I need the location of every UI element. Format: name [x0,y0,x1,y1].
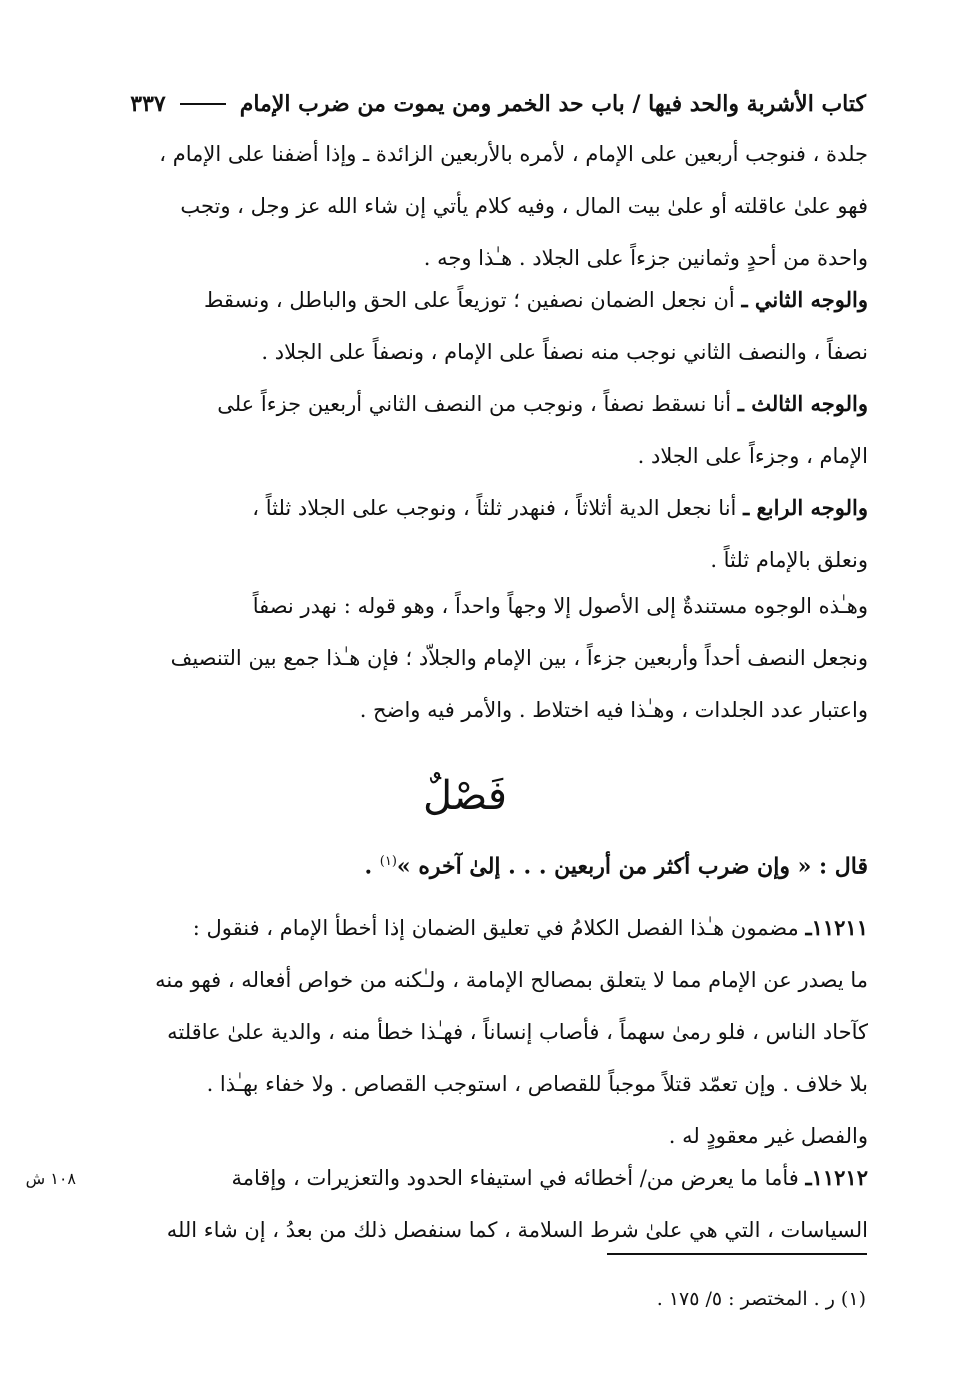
section-heading: فَصْلٌ [422,773,508,819]
numbered-paragraph-11211 [82,902,868,1162]
text-run: أنا نسقط نصفاً ، ونوجب من النصف الثاني أربعين جزءاً على [217,392,738,416]
paragraph-5 [82,580,868,736]
text-line: واحدة من أحدٍ وثمانين جزءاً على الجلاد . هـٰذا وجه . [423,246,868,270]
text-run: فأما ما يعرض من/ أخطائه في استيفاء الحدود والتعزيرات ، وإقامة [231,1166,806,1190]
header-rule [180,103,226,105]
footnote-divider [607,1253,867,1255]
text-line: والفصل غير معقودٍ له . [668,1124,868,1148]
text-run: أنا نجعل الدية أثلاثاً ، فنهدر ثلثاً ، ونوجب على الجلاد ثلثاً ، [252,496,744,520]
text-line: جلدة ، فنوجب أربعين على الإمام ، لأمره بالأربعين الزائدة ـ وإذا أضفنا على الإمام ، [159,142,868,166]
paragraph-4 [82,482,868,586]
text-line [82,378,868,430]
text-line: واعتبار عدد الجلدات ، وهـٰذا فيه اختلاط . والأمر فيه واضح . [359,698,868,722]
text-run: مضمون هـٰذا الفصل الكلامُ في تعليق الضمان إذا أخطأ الإمام ، فنقول : [192,916,806,940]
qal-statement [280,836,868,888]
text-line: ما يصدر عن الإمام مما لا يتعلق بمصالح الإمامة ، ولـٰكنه من خواص أفعاله ، فهو منه [155,968,868,992]
text-line: نصفاً ، والنصف الثاني نوجب منه نصفاً على الإمام ، ونصفاً على الجلاد . [261,340,868,364]
paragraph-lead: والوجه الرابع ـ [743,495,868,520]
paragraph-number: ١١٢١٢ـ [805,1165,868,1190]
footnote: (١) ر . المختصر : ٥/ ١٧٥ . [656,1288,866,1310]
text-line: وهـٰذه الوجوه مستندةٌ إلى الأصول إلا وجهاً واحداً ، وهو قوله : نهدر نصفاً [252,594,868,618]
text-line: فهو علىٰ عاقلته أو علىٰ بيت المال ، وفيه كلام يأتي إن شاء الله عز وجل ، وتجب [180,194,868,218]
text-line: كآحاد الناس ، فلو رمىٰ سهماً ، فأصاب إنساناً ، فهـٰذا خطأ منه ، والدية علىٰ عاقلته [167,1020,868,1044]
paragraph-lead: والوجه الثالث ـ [737,391,868,416]
text-line: بلا خلاف . وإن تعمّد قتلاً موجباً للقصاص ، استوجب القصاص . ولا خفاء بهـٰذا . [206,1072,868,1096]
running-header [96,84,866,124]
text-line: السياسات ، التي هي علىٰ شرط السلامة ، كما سنفصل ذلك من بعدُ ، إن شاء الله [166,1218,868,1242]
text-line [82,902,868,954]
qal-text: قال : « وإن ضرب أكثر من أربعين . . . إلىٰ آخره » [396,853,868,880]
qal-end: . [364,853,380,880]
text-run: أن نجعل الضمان نصفين ؛ توزيعاً على الحق والباطل ، ونسقط [203,288,742,312]
footnote-ref: (١) [379,854,397,869]
paragraph-number: ١١٢١١ـ [805,915,868,940]
paragraph-3 [82,378,868,482]
numbered-paragraph-11212 [82,1152,868,1256]
text-line [82,1152,868,1204]
paragraph-lead: والوجه الثاني ـ [741,287,868,312]
paragraph-1 [82,128,868,284]
text-line [82,274,868,326]
text-line: ونعلق بالإمام ثلثاً . [710,548,868,572]
header-title: كتاب الأشربة والحد فيها / باب حد الخمر ومن يموت من ضرب الإمام [239,91,866,117]
text-line: ونجعل النصف أحداً وأربعين جزءاً ، بين الإمام والجلاّد ؛ فإن هـٰذا جمع بين التنصيف [170,646,868,670]
text-line [82,482,868,534]
paragraph-2 [82,274,868,378]
margin-manuscript-ref: ١٠٨ ش [25,1169,76,1188]
text-line: الإمام ، وجزءاً على الجلاد . [637,444,868,468]
page-number: ٣٣٧ [130,91,166,117]
